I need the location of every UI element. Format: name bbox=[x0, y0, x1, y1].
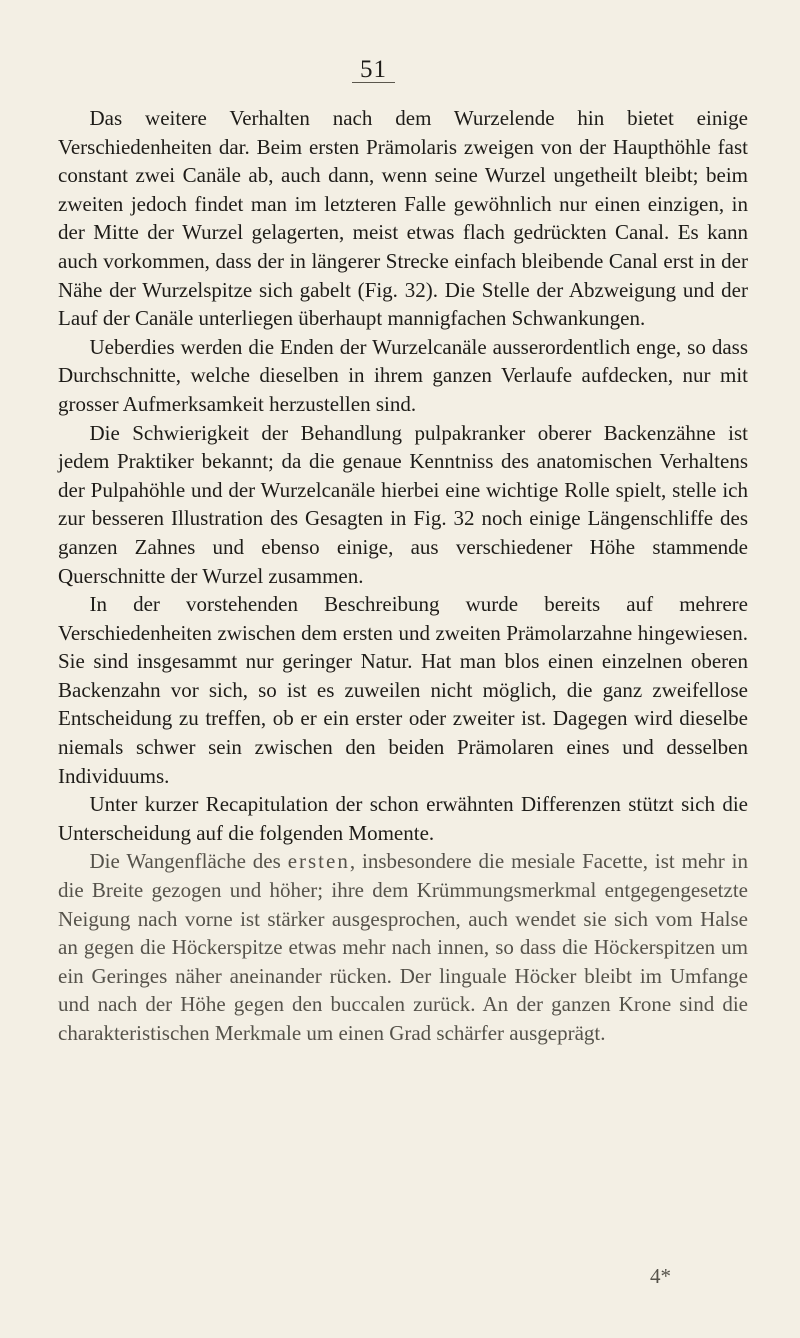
paragraph-6-rest: , insbesondere die mesiale Facette, ist mehr in die Breite gezogen und höher; ihre dem Krümmungsmerkmal entgegengesetzte Neigung nach vorne ist stärker ausgesprochen, auch wendet sie sich vom Halse an gegen die Höckerspitze etwas mehr nach innen, so dass die Höckerspitzen um ein Geringes näher aneinander rücken. Der linguale Höcker bleibt im Umfange und nach der Höhe gegen den buccalen zurück. An der ganzen Krone sind die charakteristischen Merkmale um einen Grad schärfer ausgeprägt. bbox=[58, 849, 748, 1045]
paragraph-6-emphasis: ersten bbox=[287, 849, 350, 874]
paragraph-5: Unter kurzer Recapitulation der schon erwähnten Differenzen stützt sich die Unterscheidung auf die folgenden Momente. bbox=[58, 792, 748, 845]
paragraph-1: Das weitere Verhalten nach dem Wurzelende hin bietet einige Verschiedenheiten dar. Beim ersten Prämolaris zweigen von der Haupthöhle fast constant zwei Canäle ab, auch dann, wenn seine Wurzel ungetheilt bleibt; beim zweiten jedoch findet man im letzteren Falle gewöhnlich nur einen einzigen, in der Mitte der Wurzel gelagerten, meist etwas flach gedrückten Canal. Es kann auch vorkommen, dass der in längerer Strecke einfach bleibende Canal erst in der Nähe der Wurzelspitze sich gabelt (Fig. 32). Die Stelle der Abzweigung und der Lauf der Canäle unterliegen überhaupt mannigfachen Schwankungen. bbox=[58, 106, 748, 331]
page-number: 51 bbox=[360, 56, 387, 83]
paragraph-6 bbox=[58, 847, 748, 1047]
paragraph-4: In der vorstehenden Beschreibung wurde bereits auf mehrere Verschiedenheiten zwischen dem ersten und zweiten Prämolarzahne hingewiesen. Sie sind insgesammt nur geringer Natur. Hat man blos einen einzelnen oberen Backenzahn vor sich, so ist es zuweilen nicht möglich, die ganz zweifellose Entscheidung zu treffen, ob er ein erster oder zweiter ist. Dagegen wird dieselbe niemals schwer sein zwischen den beiden Prämolaren eines und desselben Individuums. bbox=[58, 592, 748, 788]
paragraph-3: Die Schwierigkeit der Behandlung pulpakranker oberer Backenzähne ist jedem Praktiker bekannt; da die genaue Kenntniss des anatomischen Verhaltens der Pulpahöhle und der Wurzelcanäle hierbei eine wichtige Rolle spielt, stelle ich zur besseren Illustration des Gesagten in Fig. 32 noch einige Längenschliffe des ganzen Zahnes und ebenso einige, aus verschiedener Höhe stammende Querschnitte der Wurzel zusammen. bbox=[58, 420, 748, 588]
signature-mark: 4* bbox=[650, 1264, 671, 1288]
paragraph-6-start: Die Wangenfläche des bbox=[89, 849, 288, 874]
body-text bbox=[58, 104, 748, 1048]
paragraph-2: Ueberdies werden die Enden der Wurzelcanäle ausserordentlich enge, so dass Durchschnitte, welche dieselben in ihrem ganzen Verlaufe aufdecken, nur mit grosser Aufmerksamkeit herzustellen sind. bbox=[58, 334, 748, 416]
